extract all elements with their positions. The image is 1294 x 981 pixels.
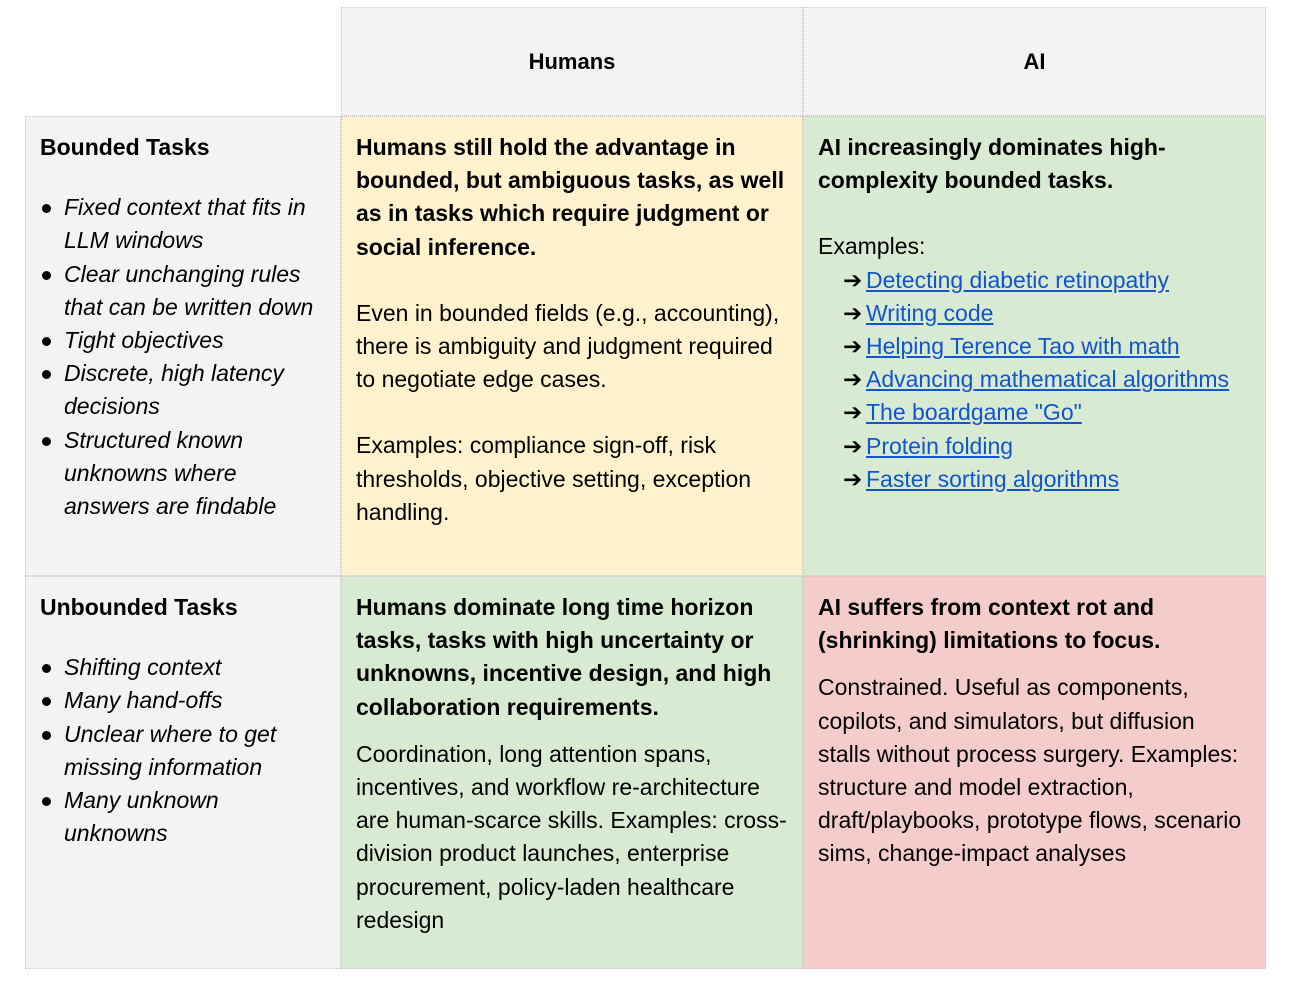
unbounded-bullet-list xyxy=(40,651,326,850)
unbounded-title: Unbounded Tasks xyxy=(40,594,238,620)
list-item xyxy=(843,396,1251,429)
row-header-bounded xyxy=(25,116,341,576)
unbounded-ai-body: Constrained. Useful as components, copilots, and simulators, but diffusion stalls without process surgery. Examples: structure and model extraction, draft/playbooks, prototype flows, scenario sims, change-impact analyses xyxy=(818,674,1242,867)
list-item: Shifting context xyxy=(40,651,326,684)
list-item: Fixed context that fits in LLM windows xyxy=(40,191,326,257)
link-sorting-algorithms[interactable]: Faster sorting algorithms xyxy=(866,465,1120,492)
arrow-icon: ➔ xyxy=(843,266,863,293)
list-item: Unclear where to get missing information xyxy=(40,718,326,784)
arrow-icon: ➔ xyxy=(843,299,863,326)
bounded-title: Bounded Tasks xyxy=(40,134,210,160)
unbounded-ai-lead: AI suffers from context rot and (shrinking) limitations to focus. xyxy=(818,594,1161,654)
header-humans xyxy=(341,7,803,116)
list-item: Many unknown unknowns xyxy=(40,784,326,850)
bounded-bullet-list xyxy=(40,191,326,523)
header-ai xyxy=(803,7,1266,116)
bounded-humans-examples: Examples: compliance sign-off, risk thresholds, objective setting, exception handling. xyxy=(356,432,752,525)
header-ai-label: AI xyxy=(1023,48,1046,74)
arrow-icon: ➔ xyxy=(843,333,863,360)
list-item: Tight objectives xyxy=(40,324,326,357)
bounded-humans-lead: Humans still hold the advantage in bounded, but ambiguous tasks, as well as in tasks which require judgment or social inference. xyxy=(356,134,785,260)
list-item xyxy=(843,463,1251,496)
cell-bounded-ai xyxy=(803,116,1266,576)
link-terence-tao[interactable]: Helping Terence Tao with math xyxy=(866,333,1180,360)
arrow-icon: ➔ xyxy=(843,465,863,492)
link-diabetic-retinopathy[interactable]: Detecting diabetic retinopathy xyxy=(866,266,1170,293)
list-item xyxy=(843,430,1251,463)
unbounded-humans-body: Coordination, long attention spans, incentives, and workflow re-architecture are human-scarce skills. Examples: cross-division product launches, enterprise procurement, policy-laden healthcare redesign xyxy=(356,740,787,933)
header-humans-label: Humans xyxy=(528,48,616,74)
link-writing-code[interactable]: Writing code xyxy=(866,299,994,326)
list-item: Many hand-offs xyxy=(40,684,326,717)
arrow-icon: ➔ xyxy=(843,432,863,459)
link-protein-folding[interactable]: Protein folding xyxy=(866,432,1014,459)
list-item: Structured known unknowns where answers are findable xyxy=(40,424,326,524)
bounded-ai-examples-label: Examples: xyxy=(818,233,926,260)
arrow-icon: ➔ xyxy=(843,399,863,426)
comparison-table xyxy=(25,7,1266,969)
list-item xyxy=(843,264,1251,297)
row-header-unbounded xyxy=(25,576,341,969)
list-item xyxy=(843,297,1251,330)
cell-unbounded-humans xyxy=(341,576,803,969)
arrow-icon: ➔ xyxy=(843,366,863,393)
list-item xyxy=(843,330,1251,363)
cell-unbounded-ai xyxy=(803,576,1266,969)
bounded-humans-body: Even in bounded fields (e.g., accounting), there is ambiguity and judgment required to negotiate edge cases. xyxy=(356,299,780,393)
list-item xyxy=(843,363,1251,396)
corner-cell xyxy=(25,7,341,116)
list-item: Clear unchanging rules that can be written down xyxy=(40,258,326,324)
unbounded-humans-lead: Humans dominate long time horizon tasks, tasks with high uncertainty or unknowns, incentive design, and high collaboration requirements. xyxy=(356,594,772,720)
link-math-algorithms[interactable]: Advancing mathematical algorithms xyxy=(866,366,1230,393)
bounded-ai-link-list xyxy=(818,264,1251,496)
bounded-ai-lead: AI increasingly dominates high-complexity bounded tasks. xyxy=(818,134,1166,194)
cell-bounded-humans xyxy=(341,116,803,576)
link-boardgame-go[interactable]: The boardgame "Go" xyxy=(866,399,1082,426)
list-item: Discrete, high latency decisions xyxy=(40,357,326,423)
